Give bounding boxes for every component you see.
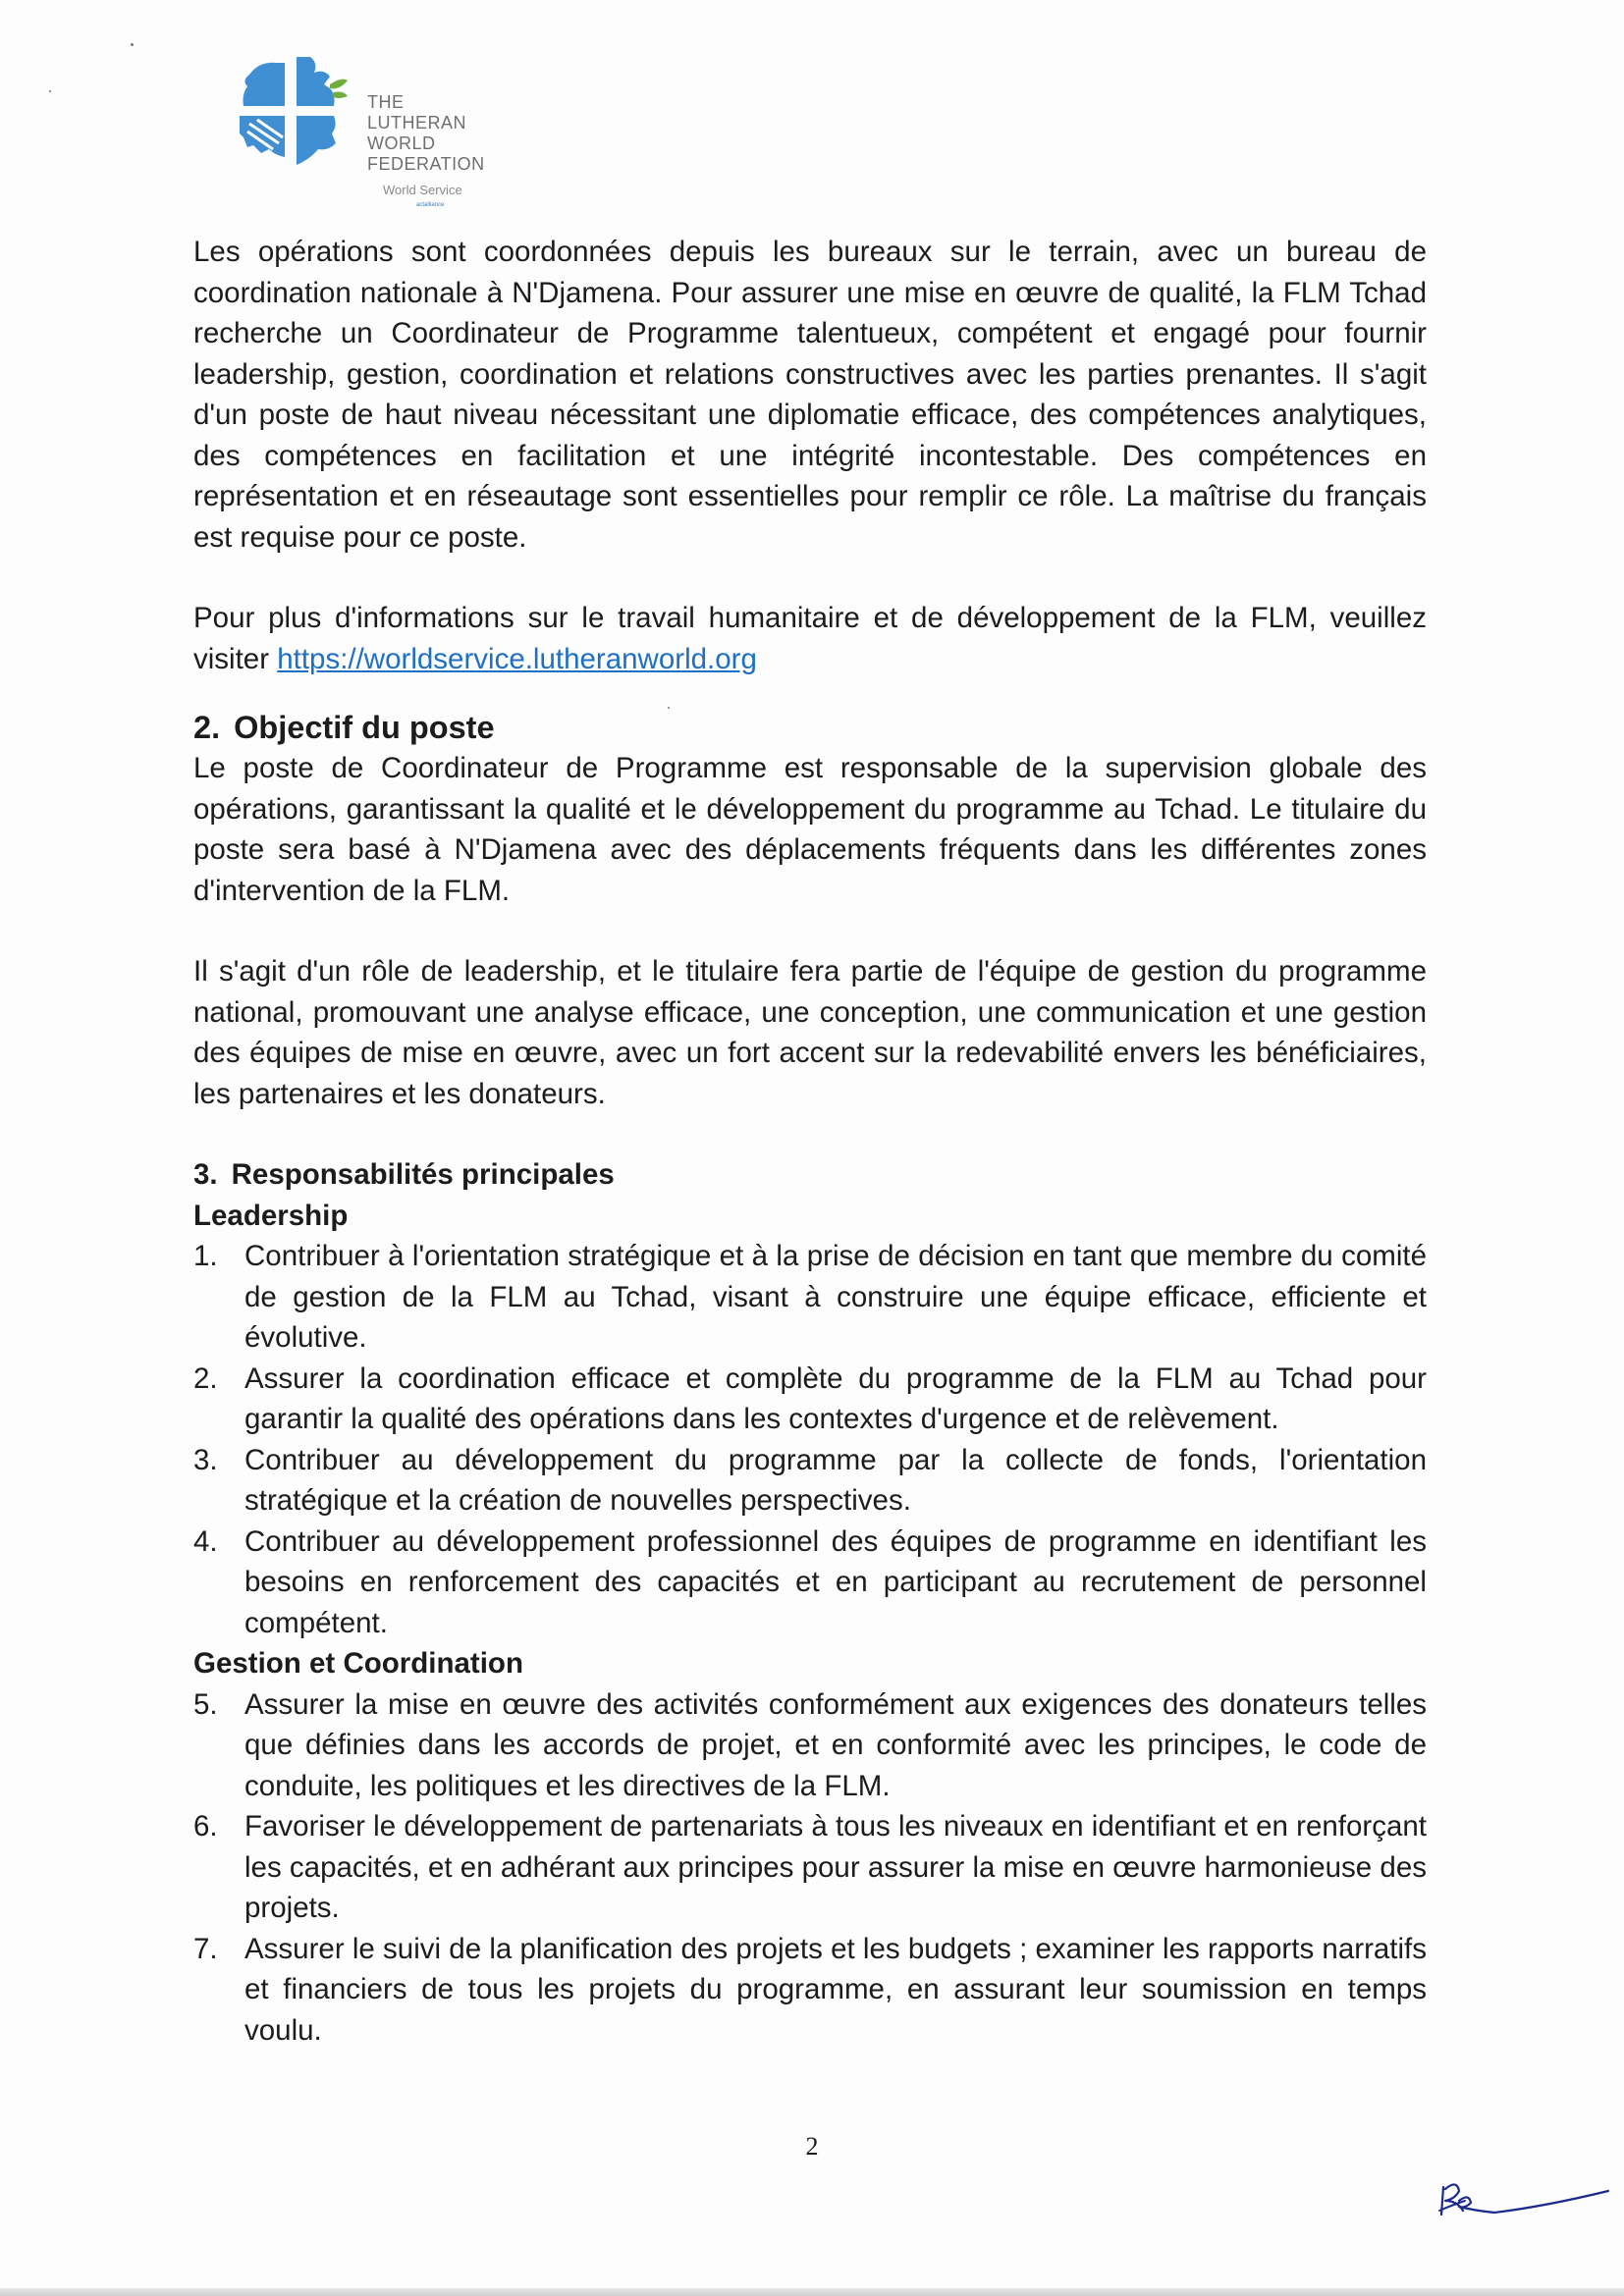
list-number: 2. (193, 1362, 218, 1395)
page-bottom-edge (0, 2288, 1624, 2296)
list-item (193, 1359, 1427, 1440)
leadership-list (193, 1236, 1427, 1643)
section-number: 2. (193, 710, 221, 745)
list-item (193, 1236, 1427, 1359)
list-item-text: Contribuer au développement professionnel des équipes de programme en identifiant les besoins en renforcement des capacités et en participant au recrutement de personnel compétent. (244, 1524, 1427, 1639)
list-number: 7. (193, 1932, 218, 1965)
logo-line: THE (367, 92, 405, 112)
leadership-heading: Leadership (193, 1199, 349, 1232)
intro-paragraph: Les opérations sont coordonnées depuis les bureaux sur le terrain, avec un bureau de coordination nationale à N'Djamena. Pour assurer une mise en œuvre de qualité, la FLM Tchad recherche un Coordinateur de Programme talentueux, compétent et engagé pour fournir leadership, gestion, coordination et relations constructives avec les parties prenantes. Il s'agit d'un poste de haut niveau nécessitant une diplomatie efficace, des compétences analytiques, des compétences en facilitation et une intégrité incontestable. Des compétences en représentation et en réseautage sont essentielles pour remplir ce rôle. La maîtrise du français est requise pour ce poste. (193, 236, 1427, 554)
gestion-coordination-heading: Gestion et Coordination (193, 1647, 523, 1680)
list-number: 4. (193, 1524, 218, 1558)
handwritten-initials-signature (1435, 2171, 1612, 2230)
logo-tagline: actalliance (416, 202, 445, 208)
list-item (193, 1440, 1427, 1522)
document-body (193, 232, 1427, 2051)
leadership-role-paragraph: Il s'agit d'un rôle de leadership, et le titulaire fera partie de l'équipe de gestion du programme national, promouvant une analyse efficace, une conception, une communication et une gestion des équipes de mise en œuvre, avec un fort accent sur la redevabilité envers les bénéficiaires, les partenaires et les donateurs. (193, 955, 1427, 1110)
logo-subtitle: World Service (383, 183, 462, 197)
list-item (193, 1522, 1427, 1644)
lwf-logo (240, 55, 495, 222)
logo-line: WORLD (367, 133, 436, 153)
objective-paragraph: Le poste de Coordinateur de Programme est responsable de la supervision globale des opérations, garantissant la qualité et le développement du programme au Tchad. Le titulaire du poste sera basé à N'Djamena avec des déplacements fréquents dans les différentes zones d'intervention de la FLM. (193, 752, 1427, 907)
lwf-website-link[interactable]: https://worldservice.lutheranworld.org (277, 642, 757, 675)
section-2-heading (193, 707, 1427, 748)
list-item (193, 1806, 1427, 1929)
list-item-text: Contribuer au développement du programme par la collecte de fonds, l'orientation stratégique et la création de nouvelles perspectives. (244, 1443, 1427, 1517)
list-item-text: Favoriser le développement de partenariats à tous les niveaux en identifiant et en renforçant les capacités, et en adhérant aux principes pour assurer la mise en œuvre harmonieuse des projets. (244, 1810, 1427, 1924)
logo-line: LUTHERAN (367, 113, 467, 133)
info-paragraph (193, 598, 1427, 679)
list-item-text: Assurer le suivi de la planification des projets et les budgets ; examiner les rapports narratifs et financiers de tous les projets du programme, en assurant leur soumission en temps voulu. (244, 1932, 1427, 2047)
lwf-logo-text (367, 92, 485, 175)
list-number: 6. (193, 1810, 218, 1842)
list-item-text: Assurer la mise en œuvre des activités conformément aux exigences des donateurs telles que définies dans les accords de projet, et en conformité avec les principes, le code de conduite, les politiques et les directives de la FLM. (244, 1687, 1427, 1802)
logo-line: FEDERATION (367, 154, 485, 174)
section-3-heading (193, 1154, 1427, 1196)
list-item-text: Contribuer à l'orientation stratégique et à la prise de décision en tant que membre du comité de gestion de la FLM au Tchad, visant à construire une équipe efficace, efficiente et évolutive. (244, 1240, 1427, 1354)
info-paragraph-text: Pour plus d'informations sur le travail humanitaire et de développement de la FLM, veuillez visiter (193, 602, 1427, 675)
list-number: 1. (193, 1240, 218, 1272)
section-title: Responsabilités principales (231, 1158, 615, 1191)
list-item (193, 1684, 1427, 1807)
section-number: 3. (193, 1158, 218, 1191)
list-number: 5. (193, 1687, 218, 1721)
gestion-coordination-list (193, 1684, 1427, 2052)
lwf-cross-hands-icon (240, 55, 350, 171)
page-number: 2 (805, 2132, 819, 2161)
list-item (193, 1929, 1427, 2052)
list-item-text: Assurer la coordination efficace et complète du programme de la FLM au Tchad pour garantir la qualité des opérations dans les contextes d'urgence et de relèvement. (244, 1362, 1427, 1435)
section-title: Objectif du poste (234, 710, 495, 745)
list-number: 3. (193, 1443, 218, 1476)
